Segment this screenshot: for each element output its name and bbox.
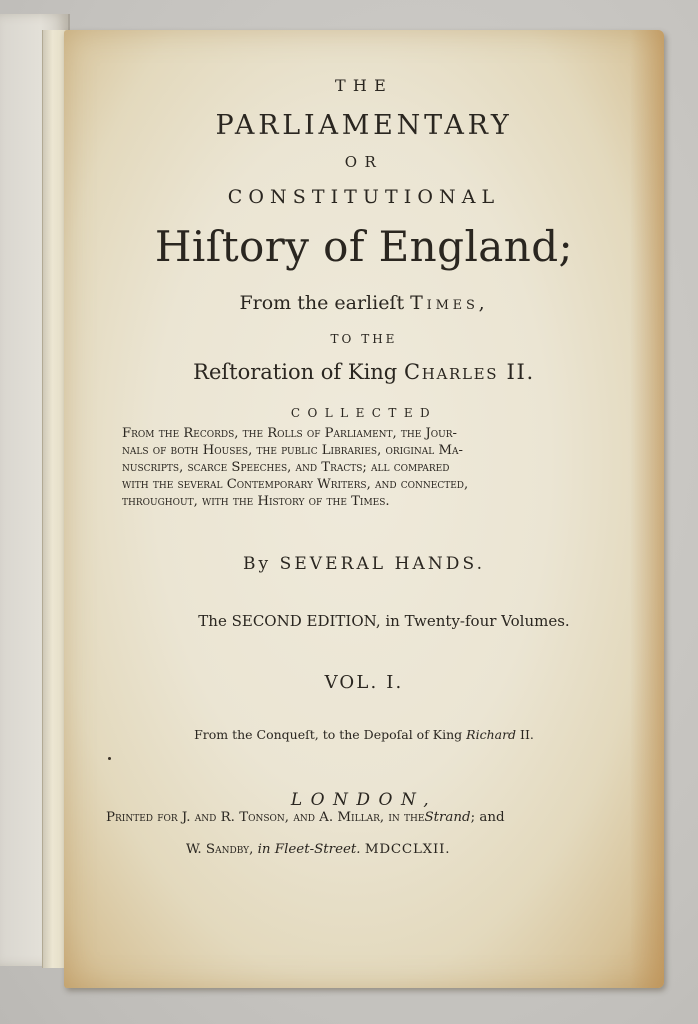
fleet-street-text: in Fleet-Street. xyxy=(257,842,361,857)
restoration-line xyxy=(64,360,664,384)
imprint-text: Printed for J. and R. Tonson, and A. Millar, in the xyxy=(106,810,425,825)
constitutional-line: CONSTITUTIONAL xyxy=(227,186,501,208)
imprint-line-2 xyxy=(186,842,450,857)
collected-line: COLLECTED xyxy=(290,406,438,420)
imprint-line-1 xyxy=(106,810,505,825)
collected-paragraph xyxy=(122,425,574,510)
edition-line: The SECOND EDITION, in Twenty-four Volumes. xyxy=(198,612,570,630)
london-line: LONDON, xyxy=(290,790,438,810)
year-text: MDCCLXII. xyxy=(364,842,451,857)
from-earliest-text: From the earlieſt xyxy=(239,292,405,314)
paragraph-line: throughout, with the Hiſtory of the Times. xyxy=(122,494,390,509)
from-earliest-times-line xyxy=(64,292,664,314)
volume-line: VOL. I. xyxy=(324,672,404,693)
imprint-text-end: ; and xyxy=(470,810,505,825)
paragraph-line: with the ſeveral Contemporary Writers, and connected, xyxy=(122,477,469,492)
by-several-hands-line: By SEVERAL HANDS. xyxy=(242,554,486,574)
paragraph-line: From the Records, the Rolls of Parliament, the Jour- xyxy=(122,426,458,441)
to-the-line: TO THE xyxy=(330,332,398,346)
restoration-text: Reſtoration of King xyxy=(193,360,398,384)
or-line: OR xyxy=(344,153,384,171)
sandby-text: W. Sandby, xyxy=(186,842,254,857)
the-line: THE xyxy=(335,76,393,95)
scope-suffix-text: II. xyxy=(520,727,534,742)
scope-line xyxy=(64,727,664,742)
paragraph-line: nals of both Houses, the public Libraries, original Ma- xyxy=(122,443,463,458)
scope-king-text: Richard xyxy=(466,727,517,742)
charles-text: Charles II. xyxy=(403,360,535,384)
history-of-england-heading: Hiſtory of England; xyxy=(154,222,574,271)
times-text: Times, xyxy=(410,292,489,314)
ink-spot xyxy=(108,757,111,760)
parliamentary-line: PARLIAMENTARY xyxy=(215,110,513,141)
strand-text: Strand xyxy=(424,810,471,825)
scope-prefix-text: From the Conqueſt, to the Depoſal of King xyxy=(194,727,463,742)
paragraph-line: nuscripts, ſcarce Speeches, and Tracts; all compared xyxy=(122,460,450,475)
